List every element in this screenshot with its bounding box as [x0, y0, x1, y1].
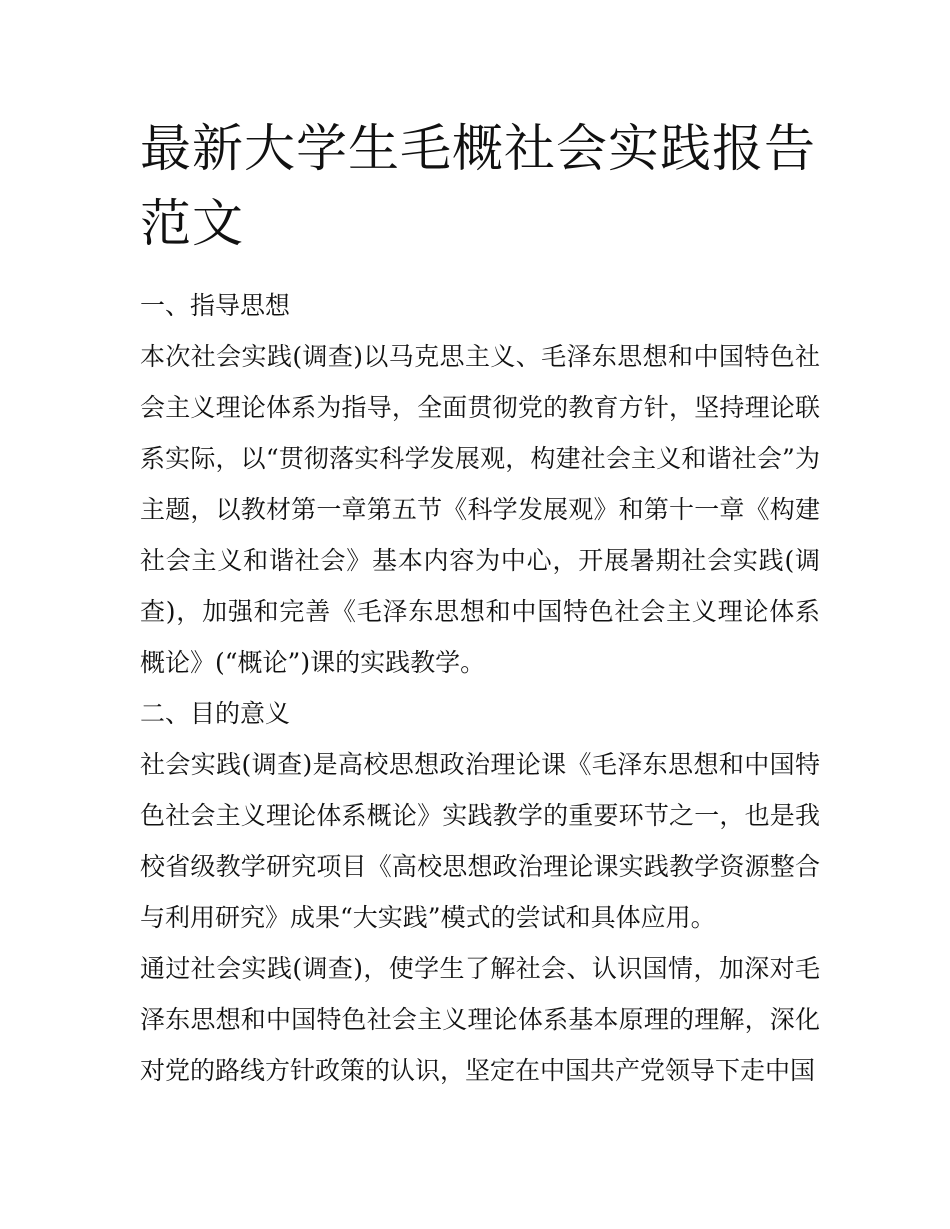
paragraph-guiding-ideology: 本次社会实践(调查)以马克思主义、毛泽东思想和中国特色社会主义理论体系为指导，全面贯彻党的教育方针，坚持理论联系实际，以“贯彻落实科学发展观，构建社会主义和谐社会”为主题，以教材第一章第五节《科学发展观》和第十一章《构建社会主义和谐社会》基本内容为中心，开展暑期社会实践(调查)，加强和完善《毛泽东思想和中国特色社会主义理论体系概论》(“概论”)课的实践教学。 [140, 342, 820, 677]
section-heading-guiding-ideology: 一、指导思想 [140, 291, 291, 320]
document-body [140, 280, 820, 1096]
section-heading-purpose: 二、目的意义 [140, 699, 291, 728]
paragraph-purpose-1: 社会实践(调查)是高校思想政治理论课《毛泽东思想和中国特色社会主义理论体系概论》实践教学的重要环节之一，也是我校省级教学研究项目《高校思想政治理论课实践教学资源整合与利用研究》成果“大实践”模式的尝试和具体应用。 [140, 750, 820, 932]
document-title: 最新大学生毛概社会实践报告范文 [140, 120, 817, 254]
paragraph-purpose-2: 通过社会实践(调查)，使学生了解社会、认识国情，加深对毛泽东思想和中国特色社会主义理论体系基本原理的理解，深化对党的路线方针政策的认识，坚定在中国共产党领导下走中国 [140, 954, 820, 1085]
